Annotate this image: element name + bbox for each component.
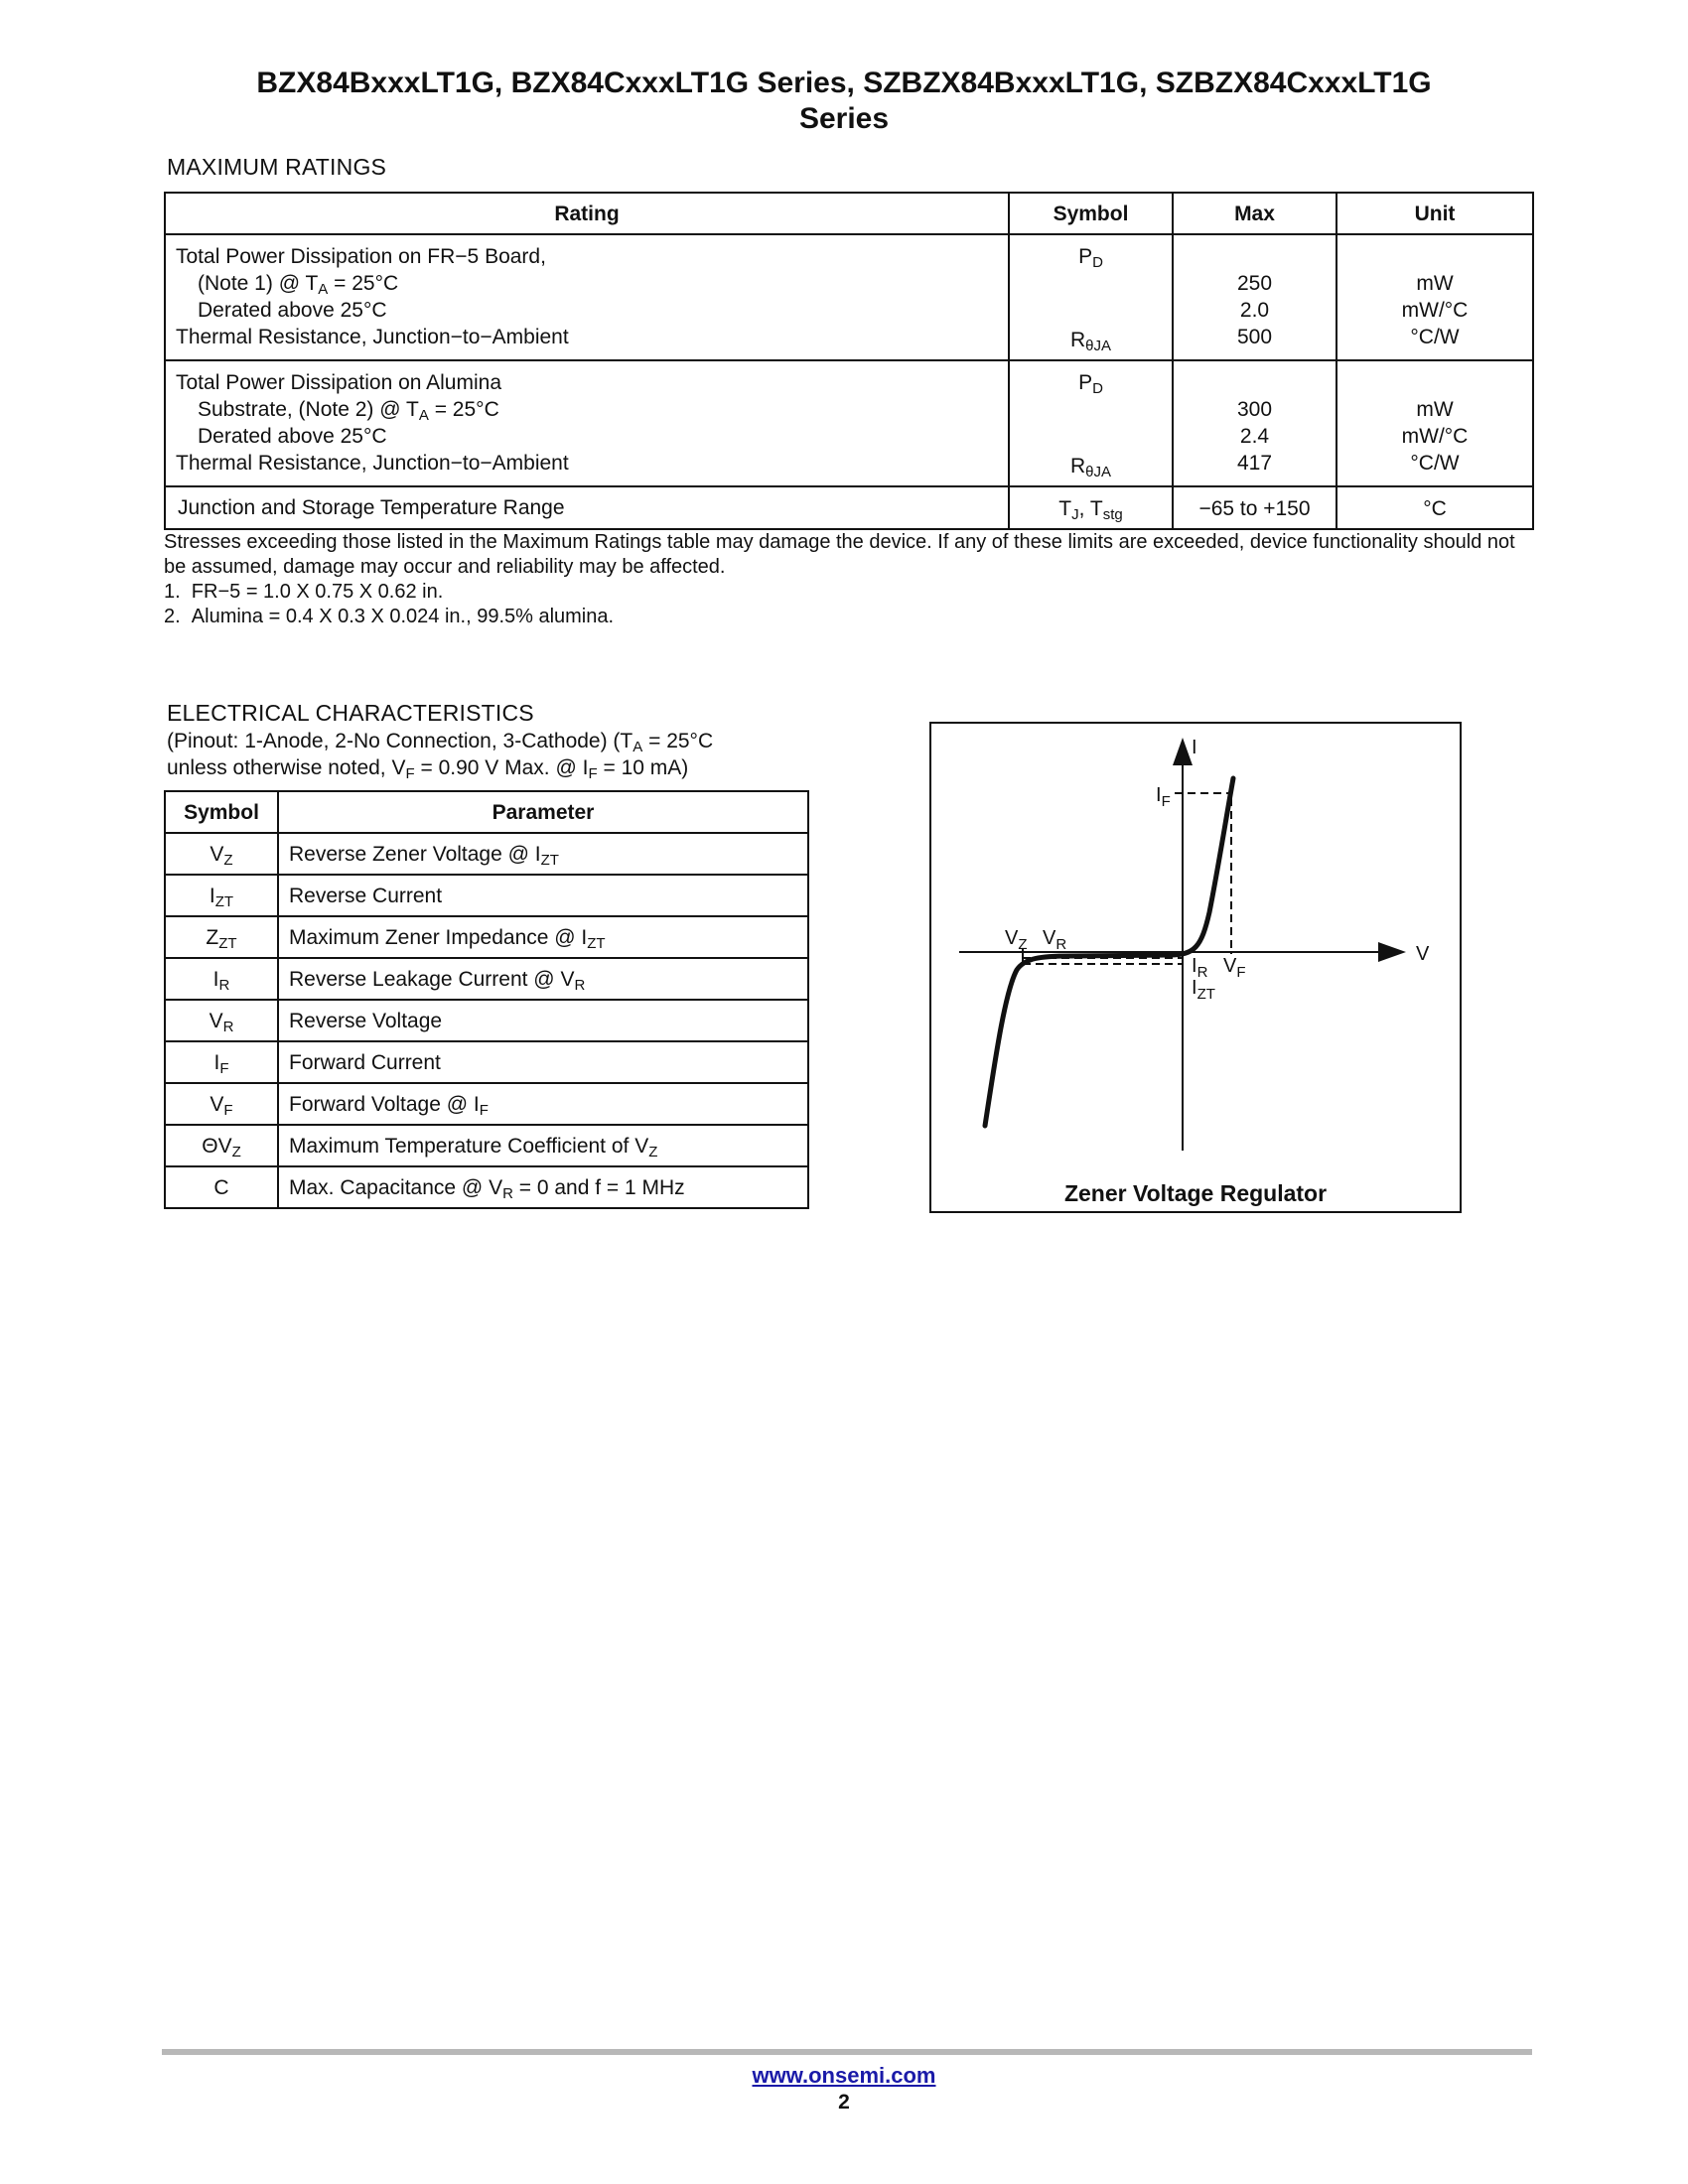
symbol-cell: $I_F$ <box>165 1041 278 1083</box>
note-1: 1. FR−5 = 1.0 X 0.75 X 0.62 in. <box>164 581 444 603</box>
symbol-cell: $P_D$ $R_{\theta JA}$ <box>1009 234 1173 360</box>
col-symbol: Symbol <box>165 791 278 833</box>
iv-curve-diagram <box>931 724 1460 1211</box>
parameter-cell: Maximum Temperature Coefficient of $V_Z$ <box>278 1125 808 1166</box>
symbol-cell: $Z_{ZT}$ <box>165 916 278 958</box>
axis-i-label: I <box>1192 737 1197 758</box>
table-row <box>165 486 1533 529</box>
col-max: Max <box>1173 193 1336 234</box>
electrical-heading: ELECTRICAL CHARACTERISTICS <box>167 700 534 726</box>
symbol-cell: $T_J$, $T_{stg}$ <box>1009 486 1173 529</box>
symbol-cell: $V_Z$ <box>165 833 278 875</box>
col-rating: Rating <box>165 193 1009 234</box>
table-row <box>165 875 808 916</box>
col-unit: Unit <box>1336 193 1533 234</box>
max-cell: 250 2.0 500 <box>1173 234 1336 360</box>
vf-label: $V_F$ <box>1223 955 1246 981</box>
vr-label: $V_R$ <box>1043 927 1067 953</box>
max-ratings-heading: MAXIMUM RATINGS <box>167 154 387 180</box>
symbol-cell: $P_D$ $R_{\theta JA}$ <box>1009 360 1173 486</box>
max-cell: 300 2.4 417 <box>1173 360 1336 486</box>
symbol-cell: $\Theta V_Z$ <box>165 1125 278 1166</box>
table-row <box>165 1125 808 1166</box>
symbol-cell: $V_F$ <box>165 1083 278 1125</box>
if-label: $I_F$ <box>1156 784 1171 810</box>
max-ratings-table <box>164 192 1534 530</box>
parameter-cell: Forward Voltage @ $I_F$ <box>278 1083 808 1125</box>
rating-cell: Junction and Storage Temperature Range <box>165 486 1009 529</box>
parameter-cell: Maximum Zener Impedance @ $I_{ZT}$ <box>278 916 808 958</box>
stress-note: Stresses exceeding those listed in the Maximum Ratings table may damage the device. If any of these limits are exceeded, device functionality should not be assumed, damage may occur and reliability may be affected. <box>164 531 1515 578</box>
izt-label: $I_{ZT}$ <box>1192 977 1215 1003</box>
footer-divider <box>162 2049 1532 2055</box>
table-row <box>165 360 1533 486</box>
col-parameter: Parameter <box>278 791 808 833</box>
unit-cell: mW mW/°C °C/W <box>1336 360 1533 486</box>
table-row <box>165 1000 808 1041</box>
note-2: 2. Alumina = 0.4 X 0.3 X 0.024 in., 99.5% alumina. <box>164 606 615 627</box>
rating-cell: Total Power Dissipation on FR−5 Board, (Note 1) @ $T_A = 25^\circ C$ Derated above 25°C Thermal Resistance, Junction−to−Ambient <box>165 234 1009 360</box>
electrical-conditions: (Pinout: 1-Anode, 2-No Connection, 3-Cathode) ($T_A = 25^\circ C$ unless otherwise noted, $V_F = 0.90$ V Max. @ $I_F = 10$ mA) <box>167 730 714 782</box>
parameter-cell: Forward Current <box>278 1041 808 1083</box>
table-row <box>165 958 808 1000</box>
symbol-cell: $I_{ZT}$ <box>165 875 278 916</box>
parameter-cell: Reverse Voltage <box>278 1000 808 1041</box>
title-line-1: BZX84BxxxLT1G, BZX84CxxxLT1G Series, SZBZX84BxxxLT1G, SZBZX84CxxxLT1G <box>256 67 1432 99</box>
table-row <box>165 916 808 958</box>
table-row <box>165 234 1533 360</box>
max-cell: −65 to +150 <box>1173 486 1336 529</box>
symbol-cell: $V_R$ <box>165 1000 278 1041</box>
figure-caption: Zener Voltage Regulator <box>1063 1180 1328 1206</box>
col-symbol: Symbol <box>1009 193 1173 234</box>
rating-cell: Total Power Dissipation on Alumina Substrate, (Note 2) @ $T_A = 25^\circ C$ Derated above 25°C Thermal Resistance, Junction−to−Ambient <box>165 360 1009 486</box>
notes-block <box>164 530 1534 629</box>
page-number: 2 <box>838 2091 850 2114</box>
table-header-row <box>165 791 808 833</box>
table-row <box>165 833 808 875</box>
axis-v-label: V <box>1416 943 1430 965</box>
unit-cell: °C <box>1336 486 1533 529</box>
page-title <box>149 66 1539 137</box>
vz-label: $V_Z$ <box>1005 927 1028 953</box>
symbol-cell: C <box>165 1166 278 1208</box>
title-line-2: Series <box>798 102 890 135</box>
parameter-cell: Reverse Zener Voltage @ $I_{ZT}$ <box>278 833 808 875</box>
table-row <box>165 1041 808 1083</box>
electrical-table <box>164 790 809 1209</box>
table-row <box>165 1083 808 1125</box>
parameter-cell: Reverse Leakage Current @ $V_R$ <box>278 958 808 1000</box>
symbol-cell: $I_R$ <box>165 958 278 1000</box>
table-row <box>165 1166 808 1208</box>
parameter-cell: Reverse Current <box>278 875 808 916</box>
parameter-cell: Max. Capacitance @ $V_R = 0$ and f = 1 MHz <box>278 1166 808 1208</box>
ir-label: $I_R$ <box>1192 955 1208 981</box>
zener-regulator-figure <box>929 722 1462 1213</box>
website-link[interactable]: www.onsemi.com <box>752 2063 936 2088</box>
unit-cell: mW mW/°C °C/W <box>1336 234 1533 360</box>
table-header-row <box>165 193 1533 234</box>
